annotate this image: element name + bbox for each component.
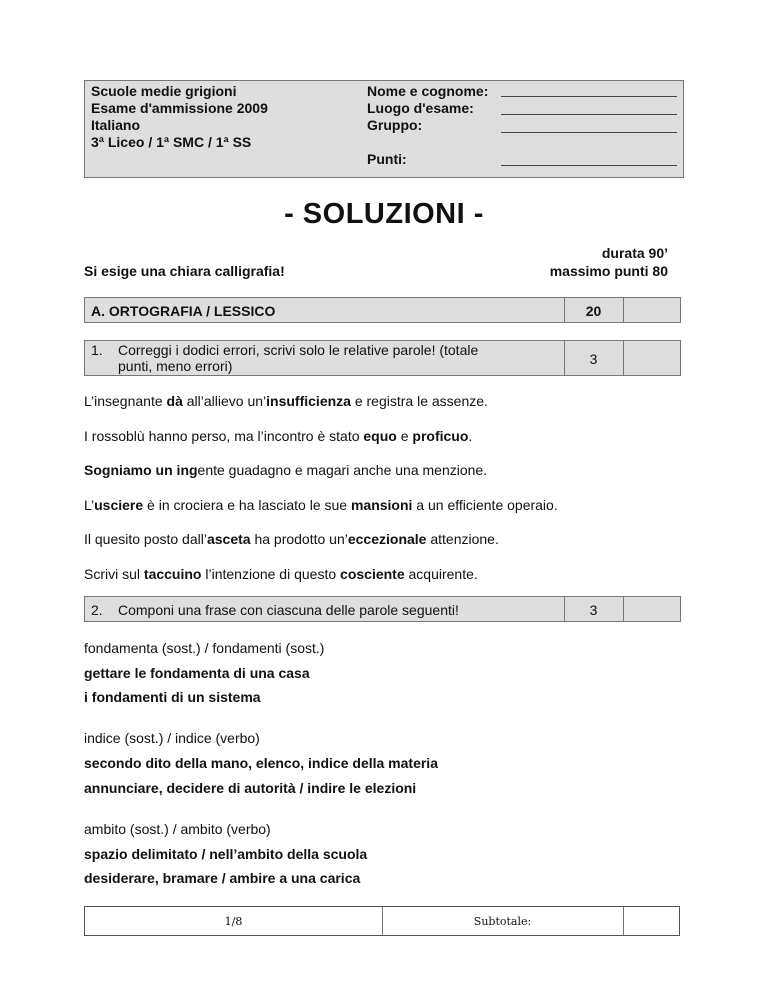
divider xyxy=(623,597,624,621)
sentence xyxy=(84,531,499,547)
sentence-text: L’ xyxy=(84,497,95,513)
word-answer: desiderare, bramare / ambire a una carica xyxy=(84,870,361,886)
sentence xyxy=(84,393,488,409)
sentence-text: l’intenzione di questo xyxy=(201,566,341,582)
sentence-text: Scrivi sul xyxy=(84,566,144,582)
corrected-word: Sogniamo un ing xyxy=(84,462,198,478)
handwriting-note: Si esige una chiara calligrafia! xyxy=(84,263,285,279)
q1-text-line: Correggi i dodici errori, scrivi solo le relative parole! (totale xyxy=(118,342,479,358)
q1-points: 3 xyxy=(589,351,598,367)
corrected-word: dà xyxy=(166,393,183,409)
sentence-text: a un efficiente operaio. xyxy=(412,497,558,513)
sentence-text: all’allievo un’ xyxy=(182,393,267,409)
classes: 3ª Liceo / 1ª SMC / 1ª SS xyxy=(91,134,252,150)
corrected-word: equo xyxy=(363,428,397,444)
question-1-bar xyxy=(84,340,681,376)
word-term: fondamenta (sost.) / fondamenti (sost.) xyxy=(84,640,325,656)
corrected-word: usciere xyxy=(94,497,144,513)
corrected-word: eccezionale xyxy=(347,531,427,547)
sentence-text: e xyxy=(396,428,413,444)
corrected-word: insufficienza xyxy=(266,393,351,409)
sentence-text: acquirente. xyxy=(404,566,478,582)
max-points: massimo punti 80 xyxy=(549,263,668,279)
word-answer: annunciare, decidere di autorità / indire le elezioni xyxy=(84,780,417,796)
place-label: Luogo d'esame: xyxy=(367,100,474,116)
duration: durata 90’ xyxy=(601,245,668,261)
footer-table xyxy=(84,906,680,936)
word-answer: gettare le fondamenta di una casa xyxy=(84,665,310,681)
sentence-text: attenzione. xyxy=(426,531,499,547)
group-label: Gruppo: xyxy=(367,117,423,133)
sentence xyxy=(84,428,472,444)
corrected-word: proficuo xyxy=(412,428,469,444)
sentence xyxy=(84,566,478,582)
word-term: indice (sost.) / indice (verbo) xyxy=(84,730,260,746)
corrected-word: taccuino xyxy=(143,566,202,582)
sentence-text: ha prodotto un’ xyxy=(250,531,348,547)
subtotal-label: Subtotale: xyxy=(473,915,532,928)
sentence xyxy=(84,497,558,513)
corrected-word: asceta xyxy=(206,531,251,547)
word-term: ambito (sost.) / ambito (verbo) xyxy=(84,821,271,837)
school-name: Scuole medie grigioni xyxy=(91,83,237,99)
divider xyxy=(623,298,624,322)
subtotal-field[interactable] xyxy=(624,907,679,935)
sentence-text: L’insegnante xyxy=(84,393,167,409)
q1-text xyxy=(118,342,478,374)
corrected-word: cosciente xyxy=(340,566,405,582)
q2-number: 2. xyxy=(91,602,103,618)
school-info xyxy=(91,83,268,151)
sentence-text: è in crociera e ha lasciato le sue xyxy=(143,497,351,513)
points-label: Punti: xyxy=(367,151,407,167)
sentence-text: I rossoblù hanno perso, ma l’incontro è stato xyxy=(84,428,364,444)
place-field[interactable] xyxy=(501,114,677,115)
word-answer: spazio delimitato / nell’ambito della scuola xyxy=(84,846,368,862)
question-2-bar xyxy=(84,596,681,622)
name-label: Nome e cognome: xyxy=(367,83,489,99)
subject: Italiano xyxy=(91,117,141,133)
sentence-text: . xyxy=(468,428,473,444)
sentence-text: e registra le assenze. xyxy=(350,393,488,409)
group-field[interactable] xyxy=(501,132,677,133)
sentence-text: Il quesito posto dall’ xyxy=(84,531,207,547)
q1-number: 1. xyxy=(91,342,103,358)
points-field[interactable] xyxy=(501,165,677,166)
name-field[interactable] xyxy=(501,96,677,97)
sentence xyxy=(84,462,487,478)
header-box xyxy=(84,80,684,178)
exam-name: Esame d'ammissione 2009 xyxy=(91,100,268,116)
section-a-bar xyxy=(84,297,681,323)
word-answer: secondo dito della mano, elenco, indice della materia xyxy=(84,755,438,771)
divider xyxy=(623,341,624,375)
q2-points: 3 xyxy=(589,602,598,618)
q1-text-line: punti, meno errori) xyxy=(118,358,233,374)
page-number: 1/8 xyxy=(224,915,243,928)
q2-text: Componi una frase con ciascuna delle parole seguenti! xyxy=(118,602,459,618)
page-title: - SOLUZIONI - xyxy=(284,198,484,230)
section-a-points: 20 xyxy=(585,303,602,319)
word-answer: i fondamenti di un sistema xyxy=(84,689,261,705)
section-a-label: A. ORTOGRAFIA / LESSICO xyxy=(91,303,276,319)
sentence-text: ente guadagno e magari anche una menzione. xyxy=(197,462,488,478)
corrected-word: mansioni xyxy=(350,497,413,513)
